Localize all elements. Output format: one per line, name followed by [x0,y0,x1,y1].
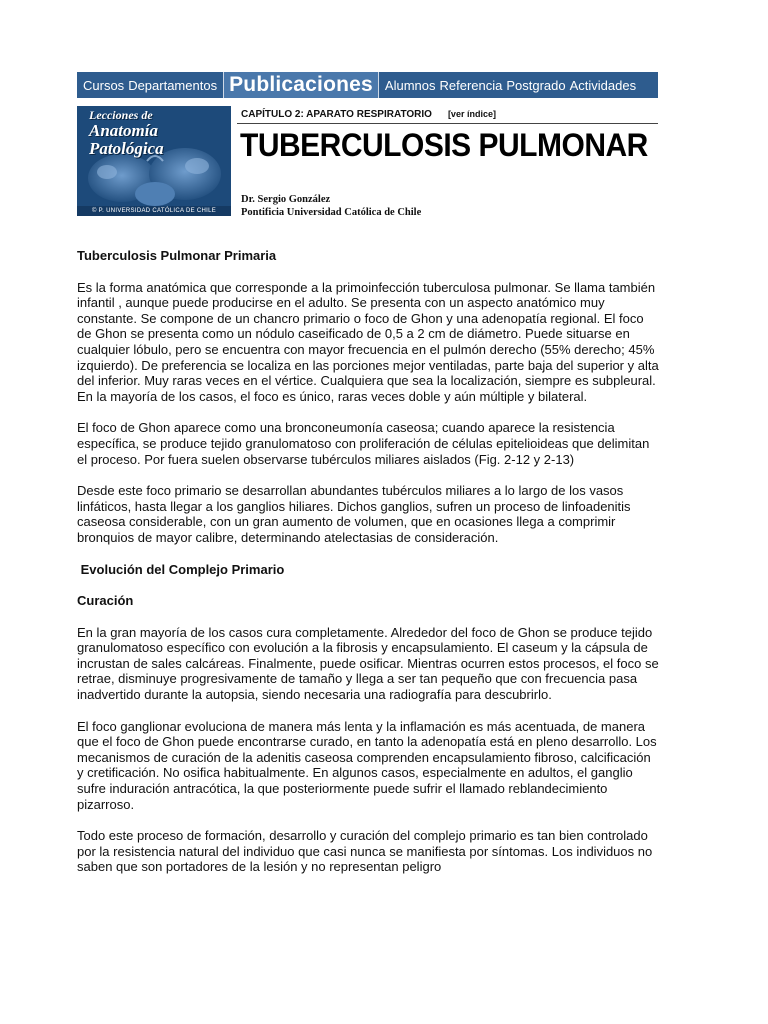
index-link[interactable]: [ver índice] [447,109,496,119]
author-name: Dr. Sergio González [241,194,331,205]
section-heading-evolucion: Evolución del Complejo Primario [77,561,285,577]
nav-link-cursos[interactable]: Cursos [83,77,125,93]
nav-link-departamentos[interactable]: Departamentos [128,77,218,93]
chapter-label: CAPÍTULO 2: APARATO RESPIRATORIO [241,109,432,120]
author-institution: Pontificia Universidad Católica de Chile [241,207,422,218]
author-block [241,193,421,219]
page-title: TUBERCULOSIS PULMONAR [240,128,648,164]
nav-group-left [77,72,223,98]
header-divider [237,123,658,124]
paragraph-5: El foco ganglionar evoluciona de manera más lenta y la inflamación es más acentuada, de manera que el foco de Ghon puede encontrarse curado, en tanto la adenopatía está en pleno desarrollo. Los mecanismos de curación de la adenitis caseosa comprenden encapsulamiento fibroso, calcificación y cretificación. No osifica habitualmente. En algunos casos, especialmente en adultos, el ganglio sufre induración antracótica, la que posteriormente puede sufrir el llamado reblandecimiento pizarroso. [77,718,657,812]
paragraph-2: El foco de Ghon aparece como una bronconeumonía caseosa; cuando aparece la resistencia específica, se produce tejido granulomatoso con proliferación de células epitelioideas que delimitan el proceso. Por fuera suelen observarse tubérculos miliares aislados (Fig. 2-12 y 2-13) [77,420,650,467]
paragraph-4: En la gran mayoría de los casos cura completamente. Alrededor del foco de Ghon se produce tejido granulomatoso específico con evolución a la fibrosis y encapsulamiento. El caseum y la cápsula de incrustan de sales calcáreas. Finalmente, puede osificar. Mientras ocurren estos procesos, el foco se retrae, disminuye progresivamente de tamaño y llega a ser tan pequeño que con frecuencia pasa inadvertido durante la autopsia, siendo necesaria una radiografía para descubrirlo. [77,624,659,703]
logo-line-3: Patológica [89,139,164,158]
nav-link-alumnos[interactable]: Alumnos [384,77,436,93]
logo-line-2: Anatomía [89,121,158,140]
nav-group-right [379,72,642,98]
paragraph-1: Es la forma anatómica que corresponde a la primoinfección tuberculosa pulmonar. Se llama también infantil , aunque puede producirse en el adulto. Se presenta con un aspecto anatómico muy constante. Se compone de un chancro primario o foco de Ghon y una adenopatía regional. El foco de Ghon se presenta como un nódulo caseificado de 0,5 a 2 cm de diámetro. Puede situarse en cualquier lóbulo, pero se encuentra con mayor frecuencia en el pulmón derecho (55% derecho; 45% izquierdo). De preferencia se localiza en las porciones mejor ventiladas, parte baja del superior y alta del inferior. Muy raras veces en el vértice. Cualquiera que sea la localización, siempre es subpleural. En la mayoría de los casos, el foco es único, raras veces doble y aún múltiple y bilateral. [77,279,659,404]
article-body [77,248,659,891]
lecciones-logo [77,106,231,216]
chapter-heading [241,109,496,120]
logo-line-1: Lecciones de [89,108,153,122]
nav-link-postgrado[interactable]: Postgrado [506,77,566,93]
section-heading-primaria: Tuberculosis Pulmonar Primaria [77,248,277,263]
nav-link-actividades[interactable]: Actividades [569,77,637,93]
section-heading-curacion: Curación [77,593,134,609]
top-nav-bar [77,72,658,98]
nav-link-publicaciones[interactable]: Publicaciones [223,72,379,98]
paragraph-6: Todo este proceso de formación, desarrollo y curación del complejo primario es tan bien controlado por la resistencia natural del individuo que casi nunca se manifiesta por síntomas. Los individuos no saben que son portadores de la lesión y no representan peligro [77,828,653,875]
paragraph-3: Desde este foco primario se desarrollan abundantes tubérculos miliares a lo largo de los vasos linfáticos, hasta llegar a los ganglios hiliares. Dichos ganglios, sufren un proceso de linfoadenitis caseosa considerable, con un gran aumento de volumen, que en ocasiones llega a comprimir bronquios de mayor calibre, determinando atelectasias de consideración. [77,483,631,545]
logo-copyright: © P. UNIVERSIDAD CATÓLICA DE CHILE [77,206,231,216]
nav-link-referencia[interactable]: Referencia [439,77,503,93]
